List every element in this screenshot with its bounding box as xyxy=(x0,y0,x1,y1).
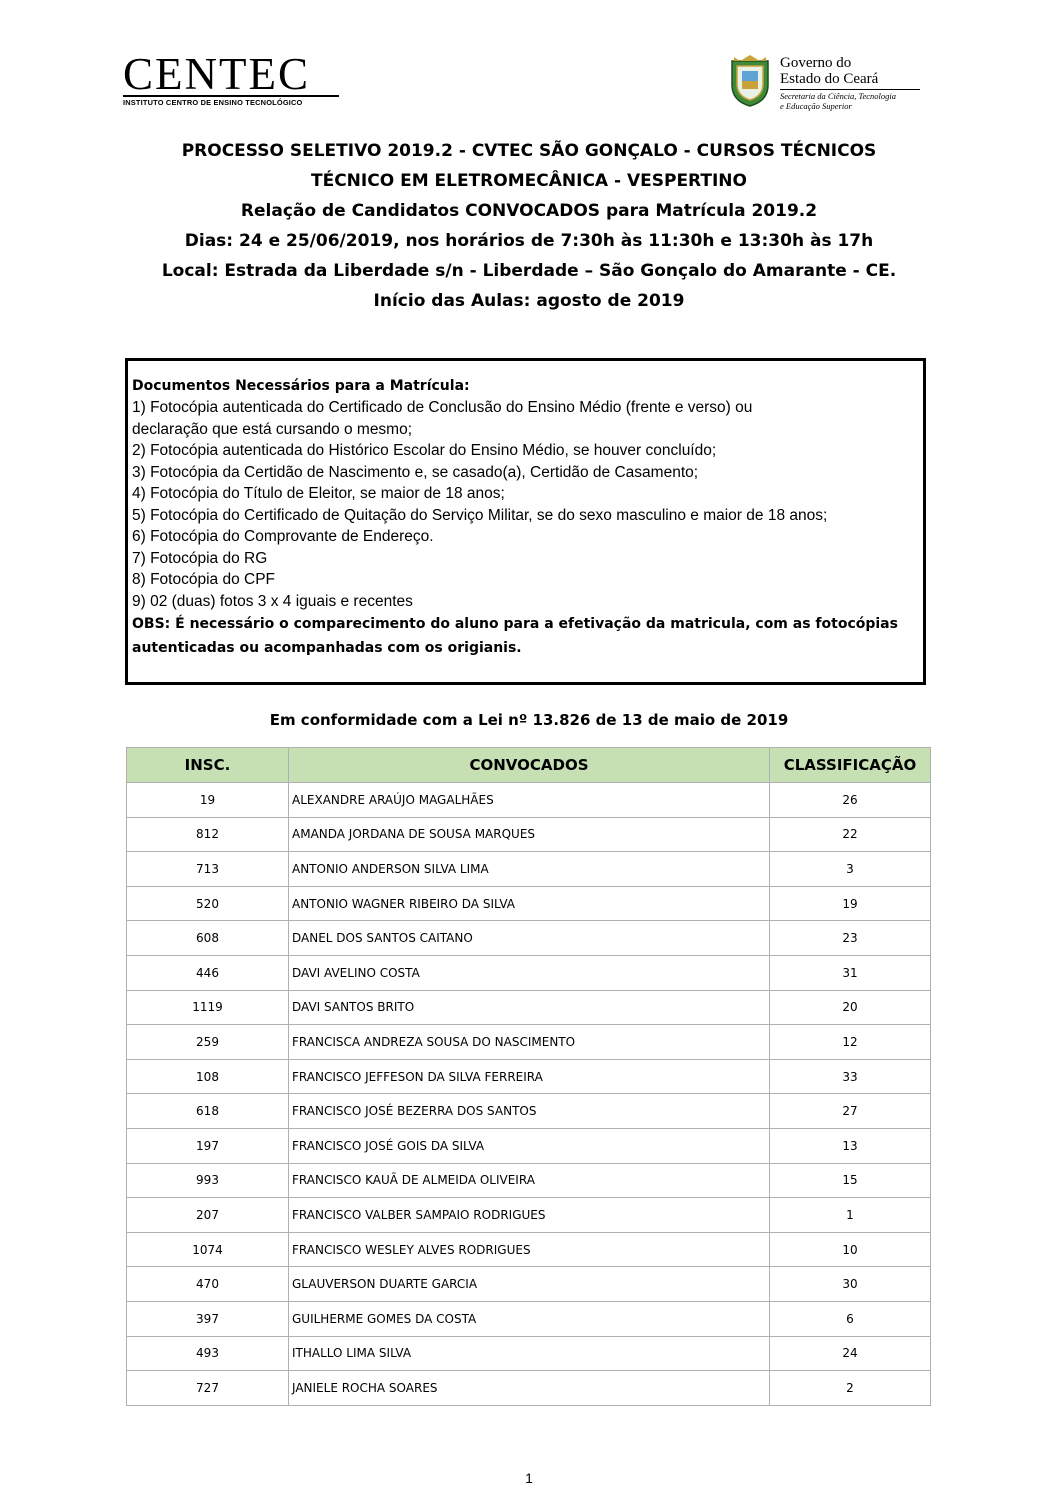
header-classificacao: CLASSIFICAÇÃO xyxy=(770,748,931,783)
cell-name: JANIELE ROCHA SOARES xyxy=(289,1371,770,1406)
document-item: 5) Fotocópia do Certificado de Quitação do Serviço Militar, se do sexo masculino e maior de 18 anos; xyxy=(132,506,828,524)
cell-classificacao: 6 xyxy=(770,1301,931,1336)
centec-logo-subtitle: INSTITUTO CENTRO DE ENSINO TECNOLÓGICO xyxy=(123,95,339,107)
cell-name: FRANCISCA ANDREZA SOUSA DO NASCIMENTO xyxy=(289,1025,770,1060)
cell-classificacao: 3 xyxy=(770,852,931,887)
cell-name: GUILHERME GOMES DA COSTA xyxy=(289,1301,770,1336)
cell-name: FRANCISCO JEFFESON DA SILVA FERREIRA xyxy=(289,1059,770,1094)
ceara-coat-of-arms-icon xyxy=(728,55,772,107)
page-number: 1 xyxy=(525,1470,533,1486)
table-row xyxy=(127,817,931,852)
table-row xyxy=(127,1267,931,1302)
convocados-table xyxy=(126,747,931,1406)
cell-classificacao: 22 xyxy=(770,817,931,852)
cell-classificacao: 20 xyxy=(770,990,931,1025)
law-note: Em conformidade com a Lei nº 13.826 de 13 de maio de 2019 xyxy=(269,711,789,729)
table-row xyxy=(127,886,931,921)
cell-classificacao: 23 xyxy=(770,921,931,956)
estado-text: Estado do Ceará xyxy=(780,71,879,87)
title-line-5: Local: Estrada da Liberdade s/n - Liberdade – São Gonçalo do Amarante - CE. xyxy=(161,261,897,281)
centec-logo-name: CENTEC xyxy=(123,49,310,99)
cell-insc: 812 xyxy=(127,817,289,852)
table-row xyxy=(127,1059,931,1094)
cell-insc: 608 xyxy=(127,921,289,956)
cell-insc: 520 xyxy=(127,886,289,921)
table-row xyxy=(127,955,931,990)
document-item: 7) Fotocópia do RG xyxy=(132,549,268,567)
header-convocados: CONVOCADOS xyxy=(289,748,770,783)
documents-heading: Documentos Necessários para a Matrícula: xyxy=(132,378,470,394)
table-row xyxy=(127,1198,931,1233)
title-line-3: Relação de Candidatos CONVOCADOS para Matrícula 2019.2 xyxy=(240,201,818,221)
cell-insc: 493 xyxy=(127,1336,289,1371)
cell-name: AMANDA JORDANA DE SOUSA MARQUES xyxy=(289,817,770,852)
table-row xyxy=(127,1371,931,1406)
cell-insc: 993 xyxy=(127,1163,289,1198)
cell-name: DAVI SANTOS BRITO xyxy=(289,990,770,1025)
table-row xyxy=(127,1301,931,1336)
cell-classificacao: 13 xyxy=(770,1128,931,1163)
document-item: 2) Fotocópia autenticada do Histórico Escolar do Ensino Médio, se houver concluído; xyxy=(132,442,717,459)
table-row xyxy=(127,1163,931,1198)
table-row xyxy=(127,990,931,1025)
cell-name: FRANCISCO WESLEY ALVES RODRIGUES xyxy=(289,1232,770,1267)
document-item: 8) Fotocópia do CPF xyxy=(132,571,276,588)
secretaria-text-2: e Educação Superior xyxy=(780,100,852,111)
cell-name: FRANCISCO JOSÉ GOIS DA SILVA xyxy=(289,1128,770,1163)
cell-insc: 108 xyxy=(127,1059,289,1094)
cell-classificacao: 26 xyxy=(770,783,931,818)
centec-logo xyxy=(123,49,339,107)
cell-name: ANTONIO ANDERSON SILVA LIMA xyxy=(289,852,770,887)
cell-classificacao: 2 xyxy=(770,1371,931,1406)
cell-classificacao: 27 xyxy=(770,1094,931,1129)
cell-insc: 1074 xyxy=(127,1232,289,1267)
document-item: 4) Fotocópia do Título de Eleitor, se maior de 18 anos; xyxy=(132,485,505,502)
cell-classificacao: 19 xyxy=(770,886,931,921)
table-row xyxy=(127,852,931,887)
cell-name: FRANCISCO VALBER SAMPAIO RODRIGUES xyxy=(289,1198,770,1233)
cell-insc: 1119 xyxy=(127,990,289,1025)
documents-box xyxy=(125,358,926,685)
table-row xyxy=(127,1094,931,1129)
cell-classificacao: 24 xyxy=(770,1336,931,1371)
table-row xyxy=(127,1232,931,1267)
cell-classificacao: 12 xyxy=(770,1025,931,1060)
cell-classificacao: 1 xyxy=(770,1198,931,1233)
cell-classificacao: 15 xyxy=(770,1163,931,1198)
cell-insc: 197 xyxy=(127,1128,289,1163)
cell-insc: 259 xyxy=(127,1025,289,1060)
table-header-row xyxy=(127,748,931,783)
cell-name: FRANCISCO JOSÉ BEZERRA DOS SANTOS xyxy=(289,1094,770,1129)
table-row xyxy=(127,783,931,818)
cell-classificacao: 30 xyxy=(770,1267,931,1302)
cell-insc: 207 xyxy=(127,1198,289,1233)
obs-line-2: autenticadas ou acompanhadas com os origianis. xyxy=(132,640,522,656)
title-line-2: TÉCNICO EM ELETROMECÂNICA - VESPERTINO xyxy=(311,171,747,191)
cell-insc: 470 xyxy=(127,1267,289,1302)
cell-insc: 618 xyxy=(127,1094,289,1129)
title-line-1: PROCESSO SELETIVO 2019.2 - CVTEC SÃO GONÇALO - CURSOS TÉCNICOS xyxy=(181,141,877,161)
cell-name: DANEL DOS SANTOS CAITANO xyxy=(289,921,770,956)
cell-classificacao: 33 xyxy=(770,1059,931,1094)
cell-name: GLAUVERSON DUARTE GARCIA xyxy=(289,1267,770,1302)
cell-classificacao: 10 xyxy=(770,1232,931,1267)
governo-ceara-logo xyxy=(728,53,928,115)
title-line-4: Dias: 24 e 25/06/2019, nos horários de 7:30h às 11:30h e 13:30h às 17h xyxy=(184,231,874,251)
governo-text: Governo do xyxy=(780,55,852,71)
title-line-6: Início das Aulas: agosto de 2019 xyxy=(373,291,685,311)
table-row xyxy=(127,1336,931,1371)
document-item: 1) Fotocópia autenticada do Certificado de Conclusão do Ensino Médio (frente e verso) ou xyxy=(132,399,753,416)
document-item: 3) Fotocópia da Certidão de Nascimento e, se casado(a), Certidão de Casamento; xyxy=(132,463,699,481)
cell-name: ITHALLO LIMA SILVA xyxy=(289,1336,770,1371)
table-row xyxy=(127,1128,931,1163)
secretaria-text-1: Secretaria da Ciência, Tecnologia xyxy=(780,91,896,101)
document-item: 6) Fotocópia do Comprovante de Endereço. xyxy=(132,528,434,545)
header-insc: INSC. xyxy=(127,748,289,783)
cell-name: DAVI AVELINO COSTA xyxy=(289,955,770,990)
obs-line-1: OBS: É necessário o comparecimento do aluno para a efetivação da matricula, com as fotocópias xyxy=(132,616,898,632)
cell-insc: 397 xyxy=(127,1301,289,1336)
title-block xyxy=(0,136,1058,316)
cell-insc: 713 xyxy=(127,852,289,887)
table-body xyxy=(127,783,931,1406)
cell-insc: 727 xyxy=(127,1371,289,1406)
cell-insc: 19 xyxy=(127,783,289,818)
cell-classificacao: 31 xyxy=(770,955,931,990)
cell-name: ALEXANDRE ARAÚJO MAGALHÃES xyxy=(289,783,770,818)
cell-name: FRANCISCO KAUÃ DE ALMEIDA OLIVEIRA xyxy=(289,1163,770,1198)
cell-name: ANTONIO WAGNER RIBEIRO DA SILVA xyxy=(289,886,770,921)
document-item: 9) 02 (duas) fotos 3 x 4 iguais e recentes xyxy=(132,592,413,610)
cell-insc: 446 xyxy=(127,955,289,990)
document-item: declaração que está cursando o mesmo; xyxy=(132,420,413,438)
table-row xyxy=(127,921,931,956)
table-row xyxy=(127,1025,931,1060)
